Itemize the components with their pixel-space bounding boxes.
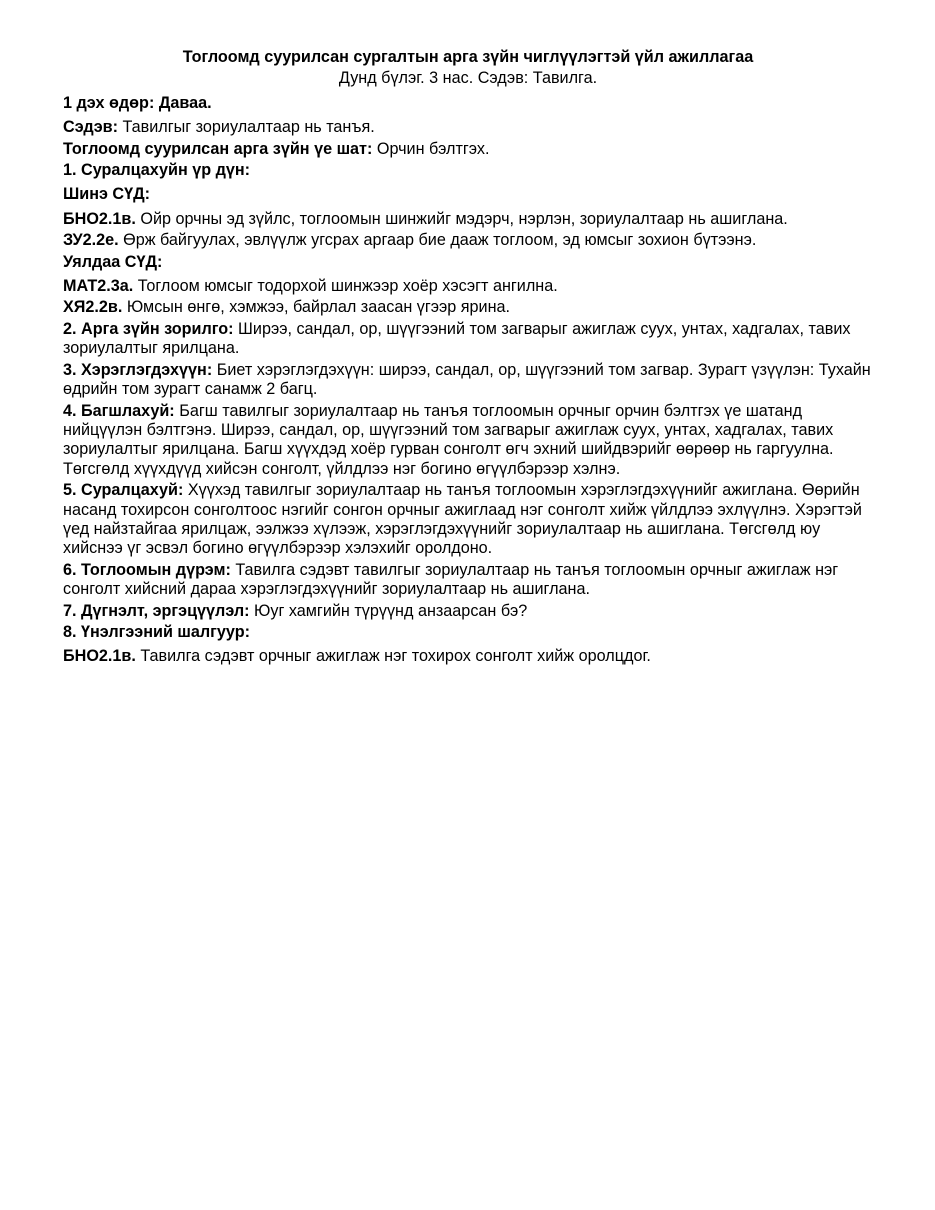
section-label: 3. Хэрэглэгдэхүүн: xyxy=(63,360,213,379)
section-label: 5. Суралцахуй: xyxy=(63,481,184,500)
topic-line xyxy=(63,118,873,137)
related-outcomes-heading: Уялдаа СҮД: xyxy=(63,252,163,271)
outcome-text: Юмсын өнгө, хэмжээ, байрлал заасан үгээр ярина. xyxy=(122,298,511,317)
section-teaching xyxy=(63,402,873,480)
section-label: 2. Арга зүйн зорилго: xyxy=(63,319,234,338)
outcome-code: БНО2.1в. xyxy=(63,209,136,228)
outcome-code: ХЯ2.2в. xyxy=(63,298,123,317)
outcome-text: Тоглоом юмсыг тодорхой шинжээр хоёр хэсэгт ангилна. xyxy=(133,277,558,296)
section-text: Хүүхэд тавилгыг зориулалтаар нь танъя тоглоомын хэрэглэгдэхүүнийг ажиглана. Өөрийн насанд тохирсон сонголтоос нэгийг сонгон орчныг ажиглаад нэг сонголт хийж үйлдлээ эхлүүлнэ. Хэрэгтэй үед найзтайгаа ярилцаж, ээлжээ хүлээж, хэрэглэгдэхүүнийг зориулалтаар нь ашиглана. Төгсгөлд юу хийснээ үг эсвэл богино өгүүлбэрээр хэлэхийг оролдоно. xyxy=(63,481,862,558)
section-text: Юуг хамгийн түрүүнд анзаарсан бэ? xyxy=(249,601,528,620)
page-title: Тоглоомд суурилсан сургалтын арга зүйн чиглүүлэгтэй үйл ажиллагаа xyxy=(182,48,754,66)
topic-text: Тавилгыг зориулалтаар нь танъя. xyxy=(117,118,375,137)
page-subtitle: Дунд бүлэг. 3 нас. Сэдэв: Тавилга. xyxy=(338,69,598,88)
section-reflection xyxy=(63,602,873,621)
assessment-text: Тавилга сэдэвт орчныг ажиглаж нэг тохирох сонголт хийж оролцдог. xyxy=(135,647,651,666)
section-label: 7. Дүгнэлт, эргэцүүлэл: xyxy=(63,601,250,620)
section-game-rules xyxy=(63,561,873,600)
method-stage-text: Орчин бэлтгэх. xyxy=(372,139,490,158)
outcome-item xyxy=(63,277,873,296)
section-text: Биет хэрэглэгдэхүүн: ширээ, сандал, ор, шүүгээний том загвар. Зурагт үзүүлэн: Тухайн өдрийн том зурагт санамж 2 багц. xyxy=(63,360,871,399)
outcome-text: Ойр орчны эд зүйлс, тоглоомын шинжийг мэдэрч, нэрлэн, зориулалтаар нь ашиглана. xyxy=(135,209,788,228)
method-stage-line xyxy=(63,140,873,159)
section-text: Ширээ, сандал, ор, шүүгээний том загварыг ажиглаж суух, унтах, хадгалах, тавих зориулалтыг ярилцана. xyxy=(63,319,851,358)
assessment-item xyxy=(63,647,873,666)
outcome-item xyxy=(63,231,873,250)
section-learning xyxy=(63,481,873,559)
outcome-code: ЗУ2.2е. xyxy=(63,231,119,250)
assessment-heading: 8. Үнэлгээний шалгуур: xyxy=(63,622,250,641)
section-text: Багш тавилгыг зориулалтаар нь танъя тоглоомын орчныг орчин бэлтгэх үе шатанд нийцүүлэн бэлтгэнэ. Ширээ, сандал, ор, шүүгээний том загварыг ажиглаж суух, унтах, хадгалах, тавих зориулалтыг ярилцана. Багш хүүхдэд хоёр гурван сонголт өгч эхний шийдвэрийг өөрөөр нь гаргуулна. Төгсгөлд хүүхдүүд хийсэн сонголт, үйлдлээ нэг богино өгүүлбэрээр хэлнэ. xyxy=(63,401,834,478)
section-label: 4. Багшлахуй: xyxy=(63,401,175,420)
method-stage-label: Тоглоомд суурилсан арга зүйн үе шат: xyxy=(63,139,373,158)
outcome-code: МАТ2.3а. xyxy=(63,277,134,296)
outcomes-heading: 1. Суралцахуйн үр дүн: xyxy=(63,161,251,180)
day-heading: 1 дэх өдөр: Даваа. xyxy=(63,93,212,112)
topic-label: Сэдэв: xyxy=(63,118,118,137)
section-materials xyxy=(63,361,873,400)
section-label: 6. Тоглоомын дүрэм: xyxy=(63,560,231,579)
new-outcomes-heading: Шинэ СҮД: xyxy=(63,185,151,204)
outcome-text: Өрж байгуулах, эвлүүлж угсрах аргаар бие дааж тоглоом, эд юмсыг зохион бүтээнэ. xyxy=(118,231,757,250)
outcome-item xyxy=(63,210,873,229)
section-text: Тавилга сэдэвт тавилгыг зориулалтаар нь танъя тоглоомын орчныг ажиглаж нэг сонголт хийсний дараа хэрэглэгдэхүүнийг зориулалтаар нь ашиглана. xyxy=(63,560,839,599)
outcome-item xyxy=(63,298,873,317)
assessment-code: БНО2.1в. xyxy=(63,647,136,666)
section-goal xyxy=(63,320,873,359)
